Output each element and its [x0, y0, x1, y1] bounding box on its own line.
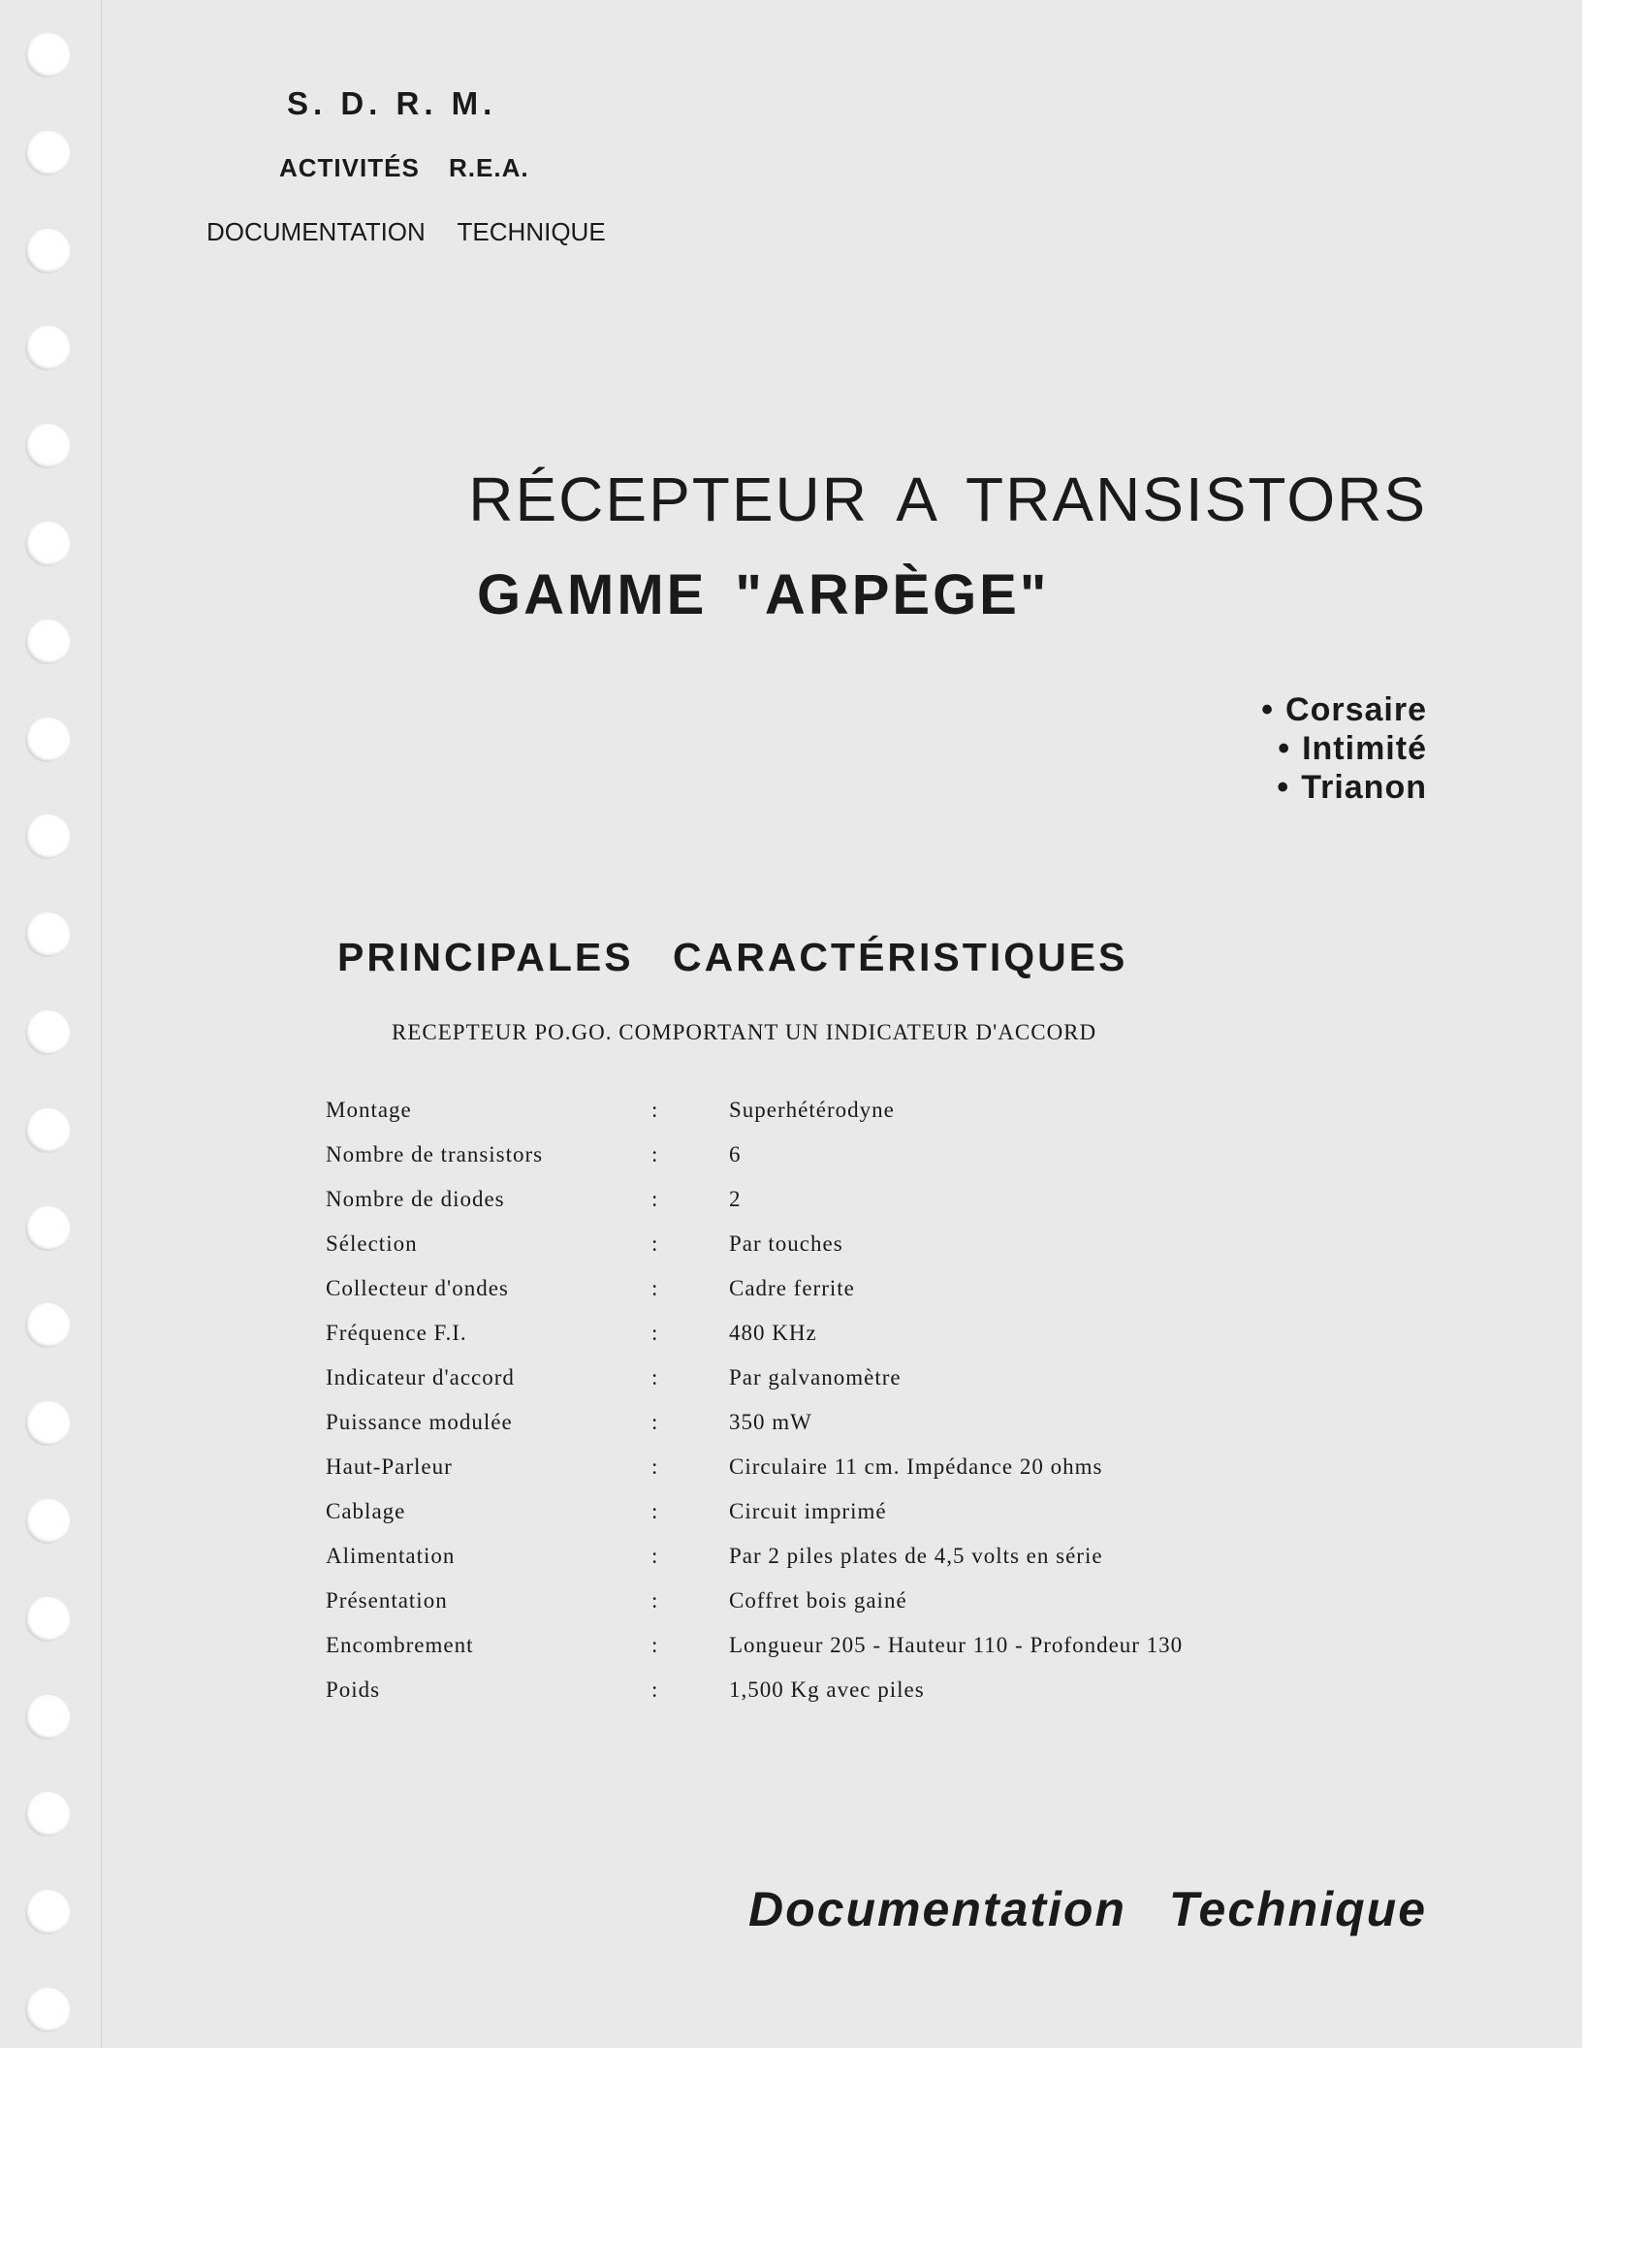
- table-row: [326, 1133, 1183, 1177]
- sub-title: GAMME "ARPÈGE": [477, 563, 1050, 626]
- spec-separator: :: [651, 1499, 659, 1523]
- binding-hole: [25, 620, 70, 664]
- table-row: [326, 1534, 1183, 1579]
- binding-hole: [25, 718, 70, 762]
- table-row: [326, 1445, 1183, 1489]
- binding-hole: [25, 815, 70, 859]
- binding-hole: [25, 33, 70, 78]
- binding-hole: [25, 1010, 70, 1055]
- table-row: [326, 1579, 1183, 1623]
- binding-hole: [25, 131, 70, 176]
- model-name: Intimité: [1302, 730, 1427, 767]
- spec-separator: :: [651, 1633, 659, 1657]
- binding-hole: [25, 1695, 70, 1740]
- spec-label: Fréquence F.I.: [326, 1321, 467, 1345]
- binding-hole: [25, 424, 70, 468]
- binding-margin-line: [101, 0, 102, 2048]
- spec-subtitle: RECEPTEUR PO.GO. COMPORTANT UN INDICATEUR D'ACCORD: [392, 1020, 1097, 1044]
- spec-separator: :: [651, 1588, 659, 1613]
- spec-separator: :: [651, 1276, 659, 1300]
- spec-value: Circulaire 11 cm. Impédance 20 ohms: [729, 1454, 1103, 1479]
- binding-hole: [25, 229, 70, 273]
- document-type: DOCUMENTATION TECHNIQUE: [206, 217, 606, 246]
- spec-label: Sélection: [326, 1231, 418, 1256]
- activity-line: ACTIVITÉS R.E.A.: [279, 153, 529, 182]
- spec-label: Haut-Parleur: [326, 1454, 453, 1479]
- spec-value: Cadre ferrite: [729, 1276, 855, 1300]
- table-row: [326, 1222, 1183, 1266]
- spec-separator: :: [651, 1231, 659, 1256]
- spec-separator: :: [651, 1142, 659, 1166]
- model-name: Trianon: [1301, 769, 1427, 806]
- spec-label: Collecteur d'ondes: [326, 1276, 509, 1300]
- table-row: [326, 1266, 1183, 1311]
- table-row: [326, 1088, 1183, 1133]
- binding-hole: [25, 1597, 70, 1642]
- spec-label: Indicateur d'accord: [326, 1365, 515, 1390]
- spec-label: Présentation: [326, 1588, 448, 1613]
- spec-value: 6: [729, 1142, 742, 1166]
- organization-name: S. D. R. M.: [287, 85, 497, 121]
- spec-separator: :: [651, 1677, 659, 1702]
- spec-value: Par 2 piles plates de 4,5 volts en série: [729, 1544, 1103, 1568]
- model-item: [1261, 768, 1427, 807]
- spec-value: 1,500 Kg avec piles: [729, 1677, 925, 1702]
- spec-separator: :: [651, 1187, 659, 1211]
- spec-value: Par galvanomètre: [729, 1365, 902, 1390]
- footer-title: Documentation Technique: [748, 1882, 1427, 1936]
- spec-label: Nombre de transistors: [326, 1142, 544, 1166]
- spec-separator: :: [651, 1410, 659, 1434]
- spec-separator: :: [651, 1098, 659, 1122]
- table-row: [326, 1400, 1183, 1445]
- spec-label: Montage: [326, 1098, 412, 1122]
- binding-hole: [25, 1303, 70, 1348]
- spec-label: Encombrement: [326, 1633, 474, 1657]
- spec-label: Poids: [326, 1677, 381, 1702]
- bullet-icon: •: [1277, 769, 1290, 806]
- model-list: [1261, 690, 1427, 807]
- spec-value: 350 mW: [729, 1410, 812, 1434]
- binding-hole: [25, 326, 70, 370]
- spec-separator: :: [651, 1454, 659, 1479]
- spec-value: Superhétérodyne: [729, 1098, 895, 1122]
- table-row: [326, 1623, 1183, 1668]
- bullet-icon: •: [1278, 730, 1291, 767]
- table-row: [326, 1668, 1183, 1712]
- model-name: Corsaire: [1285, 691, 1427, 728]
- table-row: [326, 1489, 1183, 1534]
- spec-table: [326, 1088, 1183, 1712]
- table-row: [326, 1311, 1183, 1356]
- binding-hole: [25, 1792, 70, 1837]
- binding-hole: [25, 1206, 70, 1251]
- table-row: [326, 1356, 1183, 1400]
- spec-value: Coffret bois gainé: [729, 1588, 907, 1613]
- binding-hole: [25, 1499, 70, 1544]
- spec-separator: :: [651, 1544, 659, 1568]
- spec-label: Cablage: [326, 1499, 406, 1523]
- model-item: [1261, 690, 1427, 729]
- binding-hole: [25, 1108, 70, 1153]
- spec-value: 480 KHz: [729, 1321, 817, 1345]
- spec-label: Nombre de diodes: [326, 1187, 505, 1211]
- binding-hole: [25, 1401, 70, 1446]
- section-title: PRINCIPALES CARACTÉRISTIQUES: [337, 935, 1128, 979]
- spec-value: Par touches: [729, 1231, 843, 1256]
- spec-label: Alimentation: [326, 1544, 456, 1568]
- main-title: RÉCEPTEUR A TRANSISTORS: [468, 464, 1427, 534]
- spec-separator: :: [651, 1321, 659, 1345]
- spec-label: Puissance modulée: [326, 1410, 513, 1434]
- model-item: [1261, 729, 1427, 768]
- binding-hole: [25, 912, 70, 957]
- binding-hole: [25, 522, 70, 566]
- binding-hole: [25, 1890, 70, 1934]
- table-row: [326, 1177, 1183, 1222]
- spec-value: Circuit imprimé: [729, 1499, 887, 1523]
- binding-hole: [25, 1988, 70, 2032]
- spec-value: 2: [729, 1187, 742, 1211]
- spec-value: Longueur 205 - Hauteur 110 - Profondeur 130: [729, 1633, 1184, 1657]
- spec-separator: :: [651, 1365, 659, 1390]
- bullet-icon: •: [1261, 691, 1275, 728]
